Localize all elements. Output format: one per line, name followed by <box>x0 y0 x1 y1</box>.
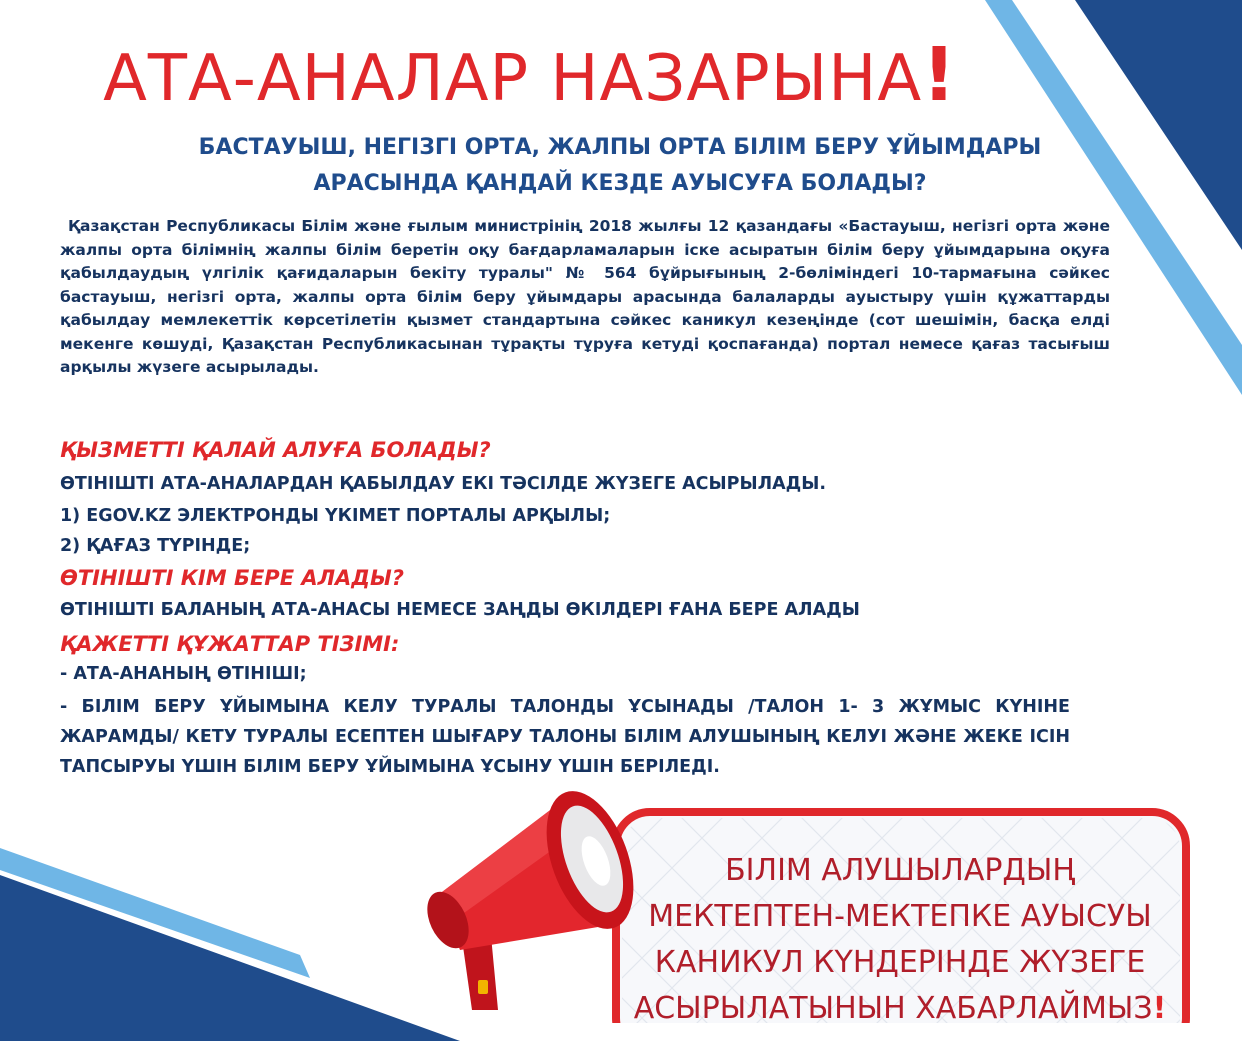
corner-navy-shape <box>1075 0 1242 250</box>
announcement-line-2: МЕКТЕПТЕН-МЕКТЕПКЕ АУЫСУЫ <box>648 899 1152 934</box>
announcement-line-4-wrap <box>620 986 1180 1032</box>
subtitle <box>130 130 1110 202</box>
title-exclamation: ! <box>922 32 957 118</box>
section-heading-documents: ҚАЖЕТТІ ҚҰЖАТТАР ТІЗІМІ: <box>60 632 400 656</box>
subtitle-line-2: АРАСЫНДА ҚАНДАЙ КЕЗДЕ АУЫСУҒА БОЛАДЫ? <box>313 171 927 196</box>
corner-navy-shape-bottom <box>0 875 460 1041</box>
subtitle-line-1: БАСТАУЫШ, НЕГІЗГІ ОРТА, ЖАЛПЫ ОРТА БІЛІМ БЕРУ ҰЙЫМДАРЫ <box>198 135 1042 160</box>
section-text-methods: ӨТІНІШТІ АТА-АНАЛАРДАН ҚАБЫЛДАУ ЕКІ ТӘСІЛДЕ ЖҮЗЕГЕ АСЫРЫЛАДЫ. <box>60 474 827 494</box>
list-item-paper: 2) ҚАҒАЗ ТҮРІНДЕ; <box>60 536 251 556</box>
title-text: АТА-АНАЛАР НАЗАРЫНА <box>103 42 923 116</box>
list-item-talon: - БІЛІМ БЕРУ ҰЙЫМЫНА КЕЛУ ТУРАЛЫ ТАЛОНДЫ ҰСЫНАДЫ /ТАЛОН 1- 3 ЖҰМЫС КҮНІНЕ ЖАРАМДЫ/ КЕТУ ТУРАЛЫ ЕСЕПТЕН ШЫҒАРУ ТАЛОНЫ БІЛІМ АЛУШЫНЫҢ КЕЛУІ ЖӘНЕ ЖЕКЕ ІСІН ТАПСЫРУЫ ҮШІН БІЛІМ БЕРУ ҰЙЫМЫНА ҰСЫНУ ҮШІН БЕРІЛЕДІ. <box>60 697 1070 777</box>
list-item-egov: 1) EGOV.KZ ЭЛЕКТРОНДЫ ҮКІМЕТ ПОРТАЛЫ АРҚЫЛЫ; <box>60 506 611 526</box>
page-title <box>40 32 1020 118</box>
section-text-who: ӨТІНІШТІ БАЛАНЫҢ АТА-АНАСЫ НЕМЕСЕ ЗАҢДЫ ӨКІЛДЕРІ ҒАНА БЕРЕ АЛАДЫ <box>60 600 860 620</box>
body-paragraph: Қазақстан Республикасы Білім және ғылым министрінің 2018 жылғы 12 қазандағы «Бастауыш, негізгі орта және жалпы орта білімнің жалпы білім беретін оқу бағдарламаларын іске асыратын білім беру ұйымдарына оқуға қабылдаудың үлгілік қағидаларын бекіту туралы" № 564 бұйрығының 2-бөліміндегі 10-тармағына сәйкес бастауыш, негізгі орта, жалпы орта білім беру ұйымдары арасында балаларды ауыстыру үшін құжаттарды қабылдау мемлекеттік көрсетілетін қызмет стандартына сәйкес каникул кезеңінде (сот шешімін, басқа елді мекенге көшуді, Қазақстан Республикасынан тұрақты тұруға кетуді қоспағанда) портал немесе қағаз тасығыш арқылы жүзеге асырылады. <box>60 217 1110 376</box>
announcement-line-1: БІЛІМ АЛУШЫЛАРДЫҢ <box>725 853 1075 888</box>
announcement-text <box>620 848 1180 1032</box>
announcement-line-4: АСЫРЫЛАТЫНЫН ХАБАРЛАЙМЫЗ <box>633 991 1153 1026</box>
announcement-line-3: КАНИКУЛ КҮНДЕРІНДЕ ЖҮЗЕГЕ <box>654 945 1146 980</box>
megaphone-icon <box>420 775 660 1035</box>
section-heading-how: ҚЫЗМЕТТІ ҚАЛАЙ АЛУҒА БОЛАДЫ? <box>60 438 491 462</box>
announcement-exclamation: ! <box>1152 991 1167 1026</box>
list-item-application: - АТА-АНАНЫҢ ӨТІНІШІ; <box>60 664 307 684</box>
section-heading-who: ӨТІНІШТІ КІМ БЕРЕ АЛАДЫ? <box>60 566 404 590</box>
